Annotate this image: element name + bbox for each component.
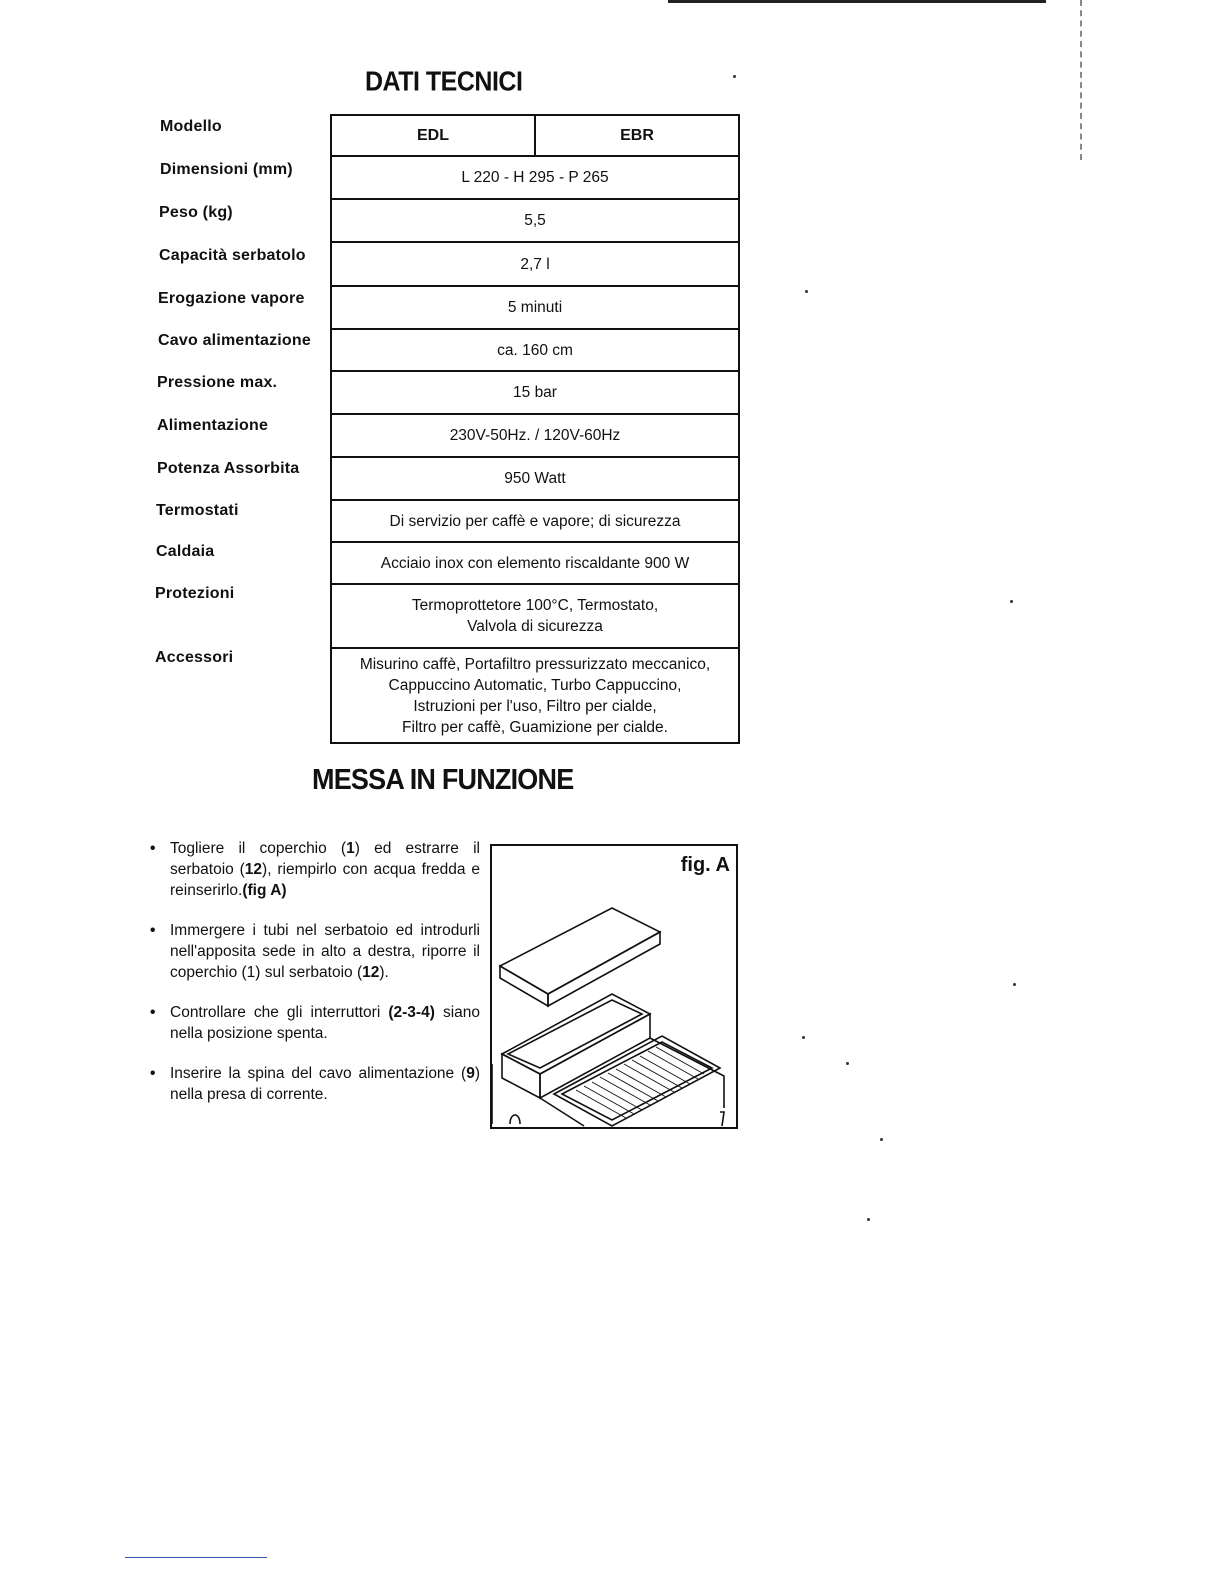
spec-value-line: Istruzioni per l'uso, Filtro per cialde,: [413, 697, 657, 715]
spec-label: Alimentazione: [157, 417, 269, 434]
scan-speck: [1010, 600, 1013, 603]
step-text: Inserire la spina del cavo alimentazione (: [170, 1065, 467, 1082]
spec-row-peso: [332, 200, 738, 243]
spec-value-line: Misurino caffè, Portafiltro pressurizzato meccanico,: [359, 655, 711, 673]
list-item: [150, 838, 480, 901]
step-ref: 12: [362, 964, 380, 981]
spec-row-modello: [332, 116, 738, 157]
spec-value: 2,7 l: [520, 255, 550, 273]
spec-label: Potenza Assorbita: [157, 460, 300, 477]
spec-value: 230V-50Hz. / 120V-60Hz: [449, 427, 621, 444]
step-text: siano nella posizione spenta.: [170, 1004, 480, 1042]
spec-value-line: Valvola di sicurezza: [467, 618, 603, 635]
spec-label: Caldaia: [156, 543, 215, 560]
model-ebr: EBR: [534, 116, 738, 155]
spec-value: 5,5: [524, 212, 546, 229]
scan-speck: [733, 75, 736, 78]
spec-row-termostati: [332, 501, 738, 543]
spec-label: Dimensioni (mm): [160, 161, 293, 178]
step-text: Controllare che gli interruttori: [170, 1004, 389, 1021]
spec-label: Modello: [160, 118, 222, 135]
spec-value: L 220 - H 295 - P 265: [461, 169, 609, 186]
footer-rule: [125, 1557, 267, 1558]
spec-value: ca. 160 cm: [497, 341, 573, 359]
step-ref: 9: [466, 1065, 475, 1082]
list-item: [150, 1063, 480, 1105]
list-item: [150, 1002, 480, 1044]
spec-row-pressione: [332, 372, 738, 415]
spec-value-line: Filtro per caffè, Guamizione per cialde.: [402, 718, 668, 736]
list-item: [150, 920, 480, 983]
step-text: Togliere il coperchio (: [170, 840, 347, 857]
margin-dash: [1080, 0, 1082, 160]
spec-value: Acciaio inox con elemento riscaldante 900 W: [380, 554, 690, 572]
spec-value-line: Termoprottetore 100°C, Termostato,: [411, 597, 659, 614]
page-title: DATI TECNICI: [365, 66, 523, 98]
scan-speck: [880, 1138, 883, 1141]
spec-table: [330, 114, 740, 744]
spec-row-caldaia: [332, 543, 738, 585]
step-text: ) nella presa di corrente.: [170, 1065, 480, 1103]
scan-speck: [867, 1218, 870, 1221]
spec-label: Pressione max.: [157, 374, 278, 391]
spec-label: Termostati: [156, 502, 239, 519]
step-text: ) ed estrarre il serbatoio (: [170, 840, 480, 878]
spec-value: Di servizio per caffè e vapore; di sicurezza: [389, 512, 681, 530]
setup-steps: [150, 838, 480, 1124]
spec-label: Erogazione vapore: [158, 290, 305, 307]
step-text: ), riempirlo con acqua fredda e reinserirlo.: [170, 861, 480, 899]
bullet-icon: •: [150, 1065, 156, 1082]
figure-label: fig. A: [680, 854, 730, 876]
spec-value: 5 minuti: [507, 299, 563, 316]
spec-row-accessori: [332, 649, 738, 742]
bullet-icon: •: [150, 922, 156, 939]
spec-row-erogazione: [332, 287, 738, 330]
spec-row-potenza: [332, 458, 738, 501]
figure-a: [490, 844, 738, 1129]
step-ref: 12: [244, 861, 263, 878]
tank-illustration: [492, 846, 736, 1127]
step-ref: (2-3-4): [388, 1004, 435, 1021]
scan-speck: [846, 1062, 849, 1065]
spec-row-alimentazione: [332, 415, 738, 458]
scan-speck: [802, 1036, 805, 1039]
spec-label: Peso (kg): [159, 204, 233, 221]
step-ref: 1: [346, 840, 355, 857]
step-ref: (fig A): [242, 882, 287, 899]
section-heading: MESSA IN FUNZIONE: [312, 764, 574, 796]
spec-label: Cavo alimentazione: [158, 332, 311, 349]
spec-value-line: Cappuccino Automatic, Turbo Cappuccino,: [388, 676, 682, 694]
model-edl: EDL: [417, 127, 449, 144]
bullet-icon: •: [150, 840, 156, 857]
step-text: ).: [379, 964, 389, 981]
spec-label: Protezioni: [155, 585, 235, 602]
spec-value: 950 Watt: [504, 470, 566, 487]
spec-row-protezioni: [332, 585, 738, 649]
scan-speck: [805, 290, 808, 293]
bullet-icon: •: [150, 1004, 156, 1021]
spec-row-cavo: [332, 330, 738, 372]
spec-label: Capacità serbatolo: [159, 247, 306, 264]
step-text: Immergere i tubi nel serbatoio ed introdurli nell'apposita sede in alto a destra, riporre il coperchio (1) sul serbatoio (: [170, 922, 480, 981]
top-rule: [668, 0, 1046, 3]
spec-row-capacita: [332, 243, 738, 287]
spec-value: 15 bar: [513, 384, 557, 401]
spec-label: Accessori: [155, 649, 234, 666]
scan-speck: [1013, 983, 1016, 986]
spec-row-dimensioni: [332, 157, 738, 200]
